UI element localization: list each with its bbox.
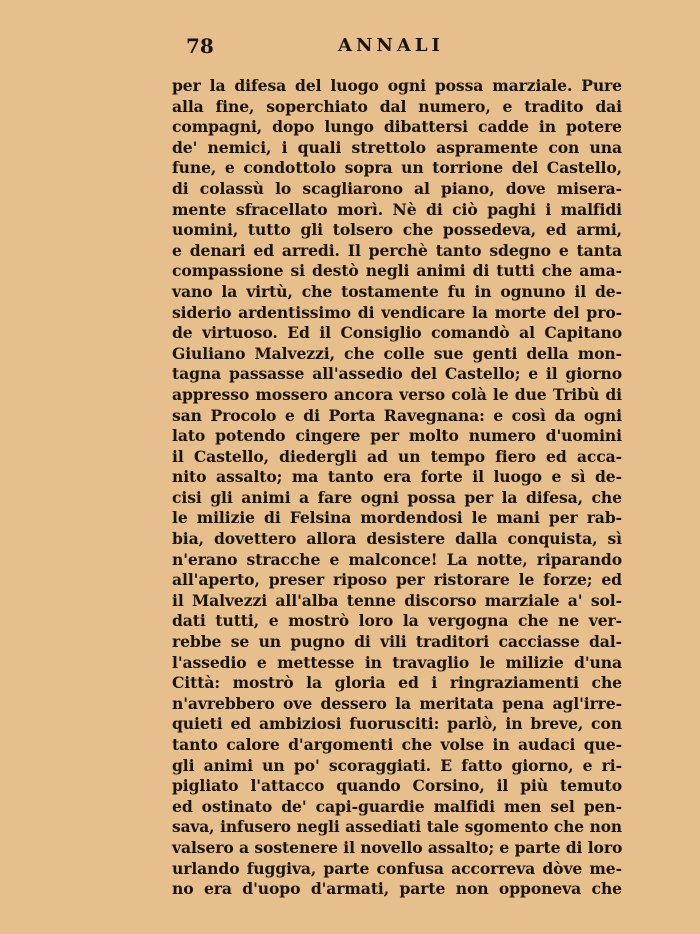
text-line: vano la virtù, che tostamente fu in ognuno il de- [172,281,622,301]
text-line: no era d'uopo d'armati, parte non opponeva che [172,879,622,899]
text-line: lato potendo cingere per molto numero d'uomini [172,426,622,446]
text-line: dati tutti, e mostrò loro la vergogna che ne ver- [172,611,622,631]
text-line: uomini, tutto gli tolsero che possedeva, ed armi, [172,220,622,240]
text-line: e denari ed arredi. Il perchè tanto sdegno e tanta [172,240,622,260]
page-number: 78 [186,34,214,58]
text-line: n'erano stracche e malconce! La notte, riparando [172,549,622,569]
text-line: fune, e condottolo sopra un torrione del Castello, [172,158,622,178]
text-line: il Malvezzi all'alba tenne discorso marziale a' sol- [172,590,622,610]
text-line: valsero a sostenere il novello assalto; e parte di loro [172,837,623,857]
text-line: urlando fuggiva, parte confusa accorreva dòve me- [172,858,622,878]
text-line: de virtuoso. Ed il Consiglio comandò al Capitano [172,323,622,343]
text-line: quieti ed ambiziosi fuorusciti: parlò, in breve, con [172,714,622,734]
text-line: Giuliano Malvezzi, che colle sue genti della mon- [172,343,622,363]
running-head: ANNALI [338,35,444,56]
text-line: compagni, dopo lungo dibattersi cadde in potere [172,117,622,137]
text-line: l'assedio e mettesse in travaglio le milizie d'una [172,652,622,672]
text-line: cisi gli animi a fare ogni possa per la difesa, che [172,487,622,507]
text-line: ed ostinato de' capi-guardie malfidi men sel pen- [172,796,622,816]
text-line: mente sfracellato morì. Nè di ciò paghi i malfidi [172,199,622,219]
text-line: appresso mossero ancora verso colà le due Tribù di [172,384,622,404]
text-line: all'aperto, preser riposo per ristorare le forze; ed [172,570,622,590]
text-line: pigliato l'attacco quando Corsino, il più temuto [172,776,622,796]
text-line: sava, infusero negli assediati tale sgomento che non [172,818,622,837]
text-line: di colassù lo scagliarono al piano, dove misera- [172,178,622,198]
text-line: siderio ardentissimo di vendicare la morte del pro- [172,302,622,322]
text-line: per la difesa del luogo ogni possa marziale. Pure [172,76,622,95]
text-line: san Procolo e di Porta Ravegnana: e così da ogni [172,405,622,425]
text-line: nito assalto; ma tanto era forte il luogo e sì de- [172,467,622,487]
text-line: n'avrebbero ove dessero la meritata pena agl'irre- [172,693,622,713]
text-line: compassione si destò negli animi di tutti che ama- [172,261,622,281]
text-line: il Castello, diedergli ad un tempo fiero ed acca- [172,446,622,466]
page-header [0,34,700,60]
text-line: le milizie di Felsina mordendosi le mani per rab- [172,508,622,528]
text-line: de' nemici, i quali strettolo aspramente con una [172,137,622,157]
text-line: tanto calore d'argomenti che volse in audaci que- [172,735,622,754]
text-line: rebbe se un pugno di vili traditori cacciasse dal- [172,632,622,652]
text-line: gli animi un po' scoraggiati. E fatto giorno, e ri- [172,755,622,775]
text-line: alla fine, soperchiato dal numero, e tradito dai [172,96,622,116]
text-line: Città: mostrò la gloria ed i ringraziamenti che [172,673,622,693]
text-line: tagna passasse all'assedio del Castello; e il giorno [172,364,622,384]
body-text [172,76,622,900]
text-line: bia, dovettero allora desistere dalla conquista, sì [172,529,622,549]
